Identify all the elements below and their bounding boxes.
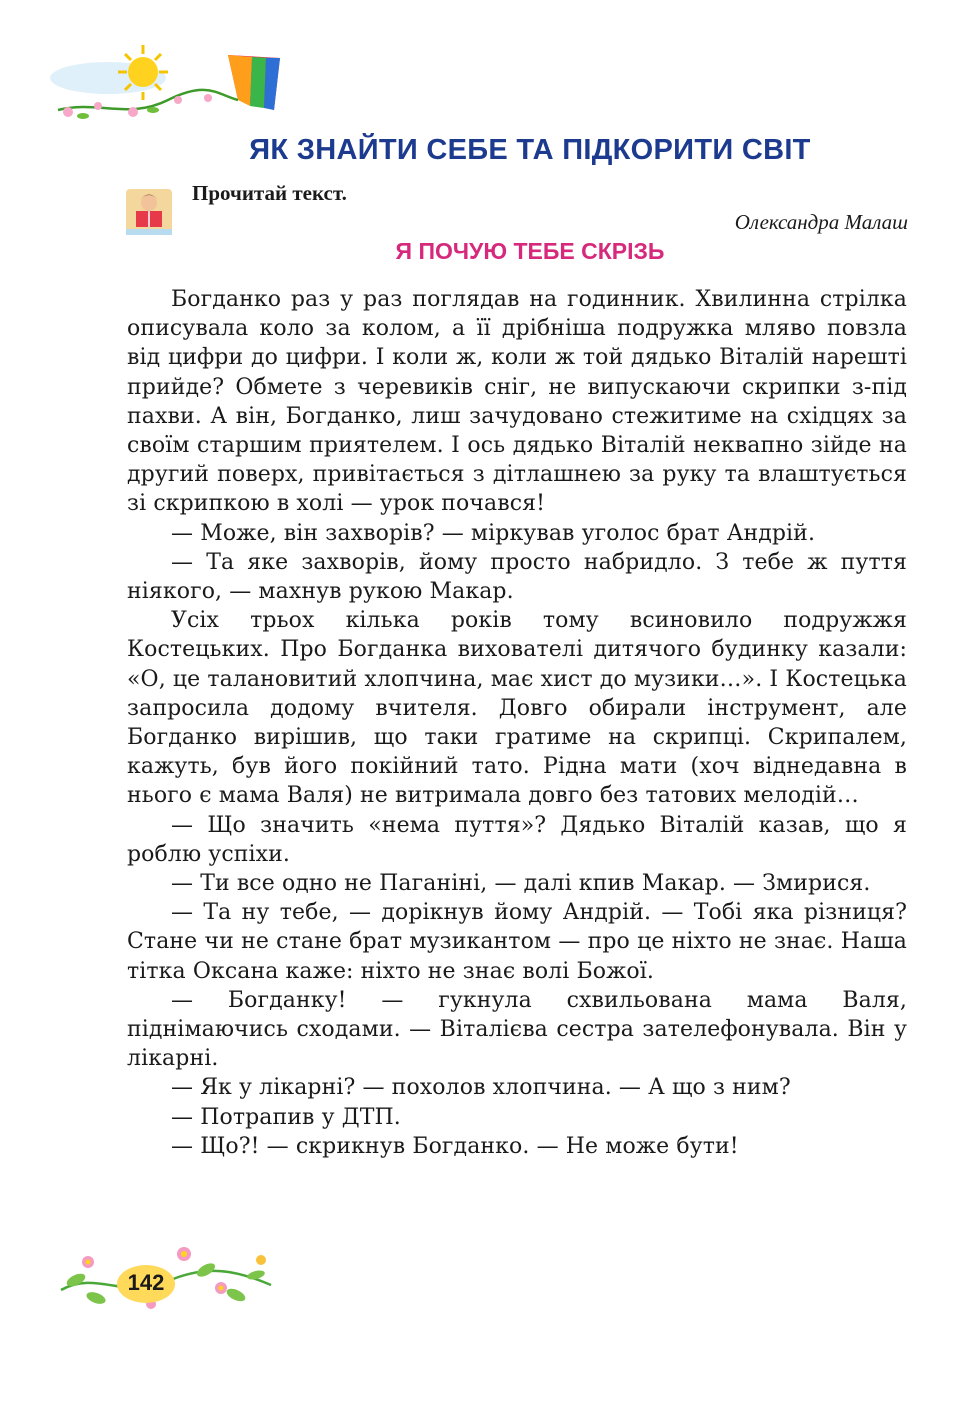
story-paragraph: — Що?! — скрикнув Богданко. — Не може бути! bbox=[171, 1133, 739, 1159]
story-author: Олександра Малаш bbox=[734, 210, 908, 234]
story-paragraph: — Як у лікарні? — похолов хлопчина. — А що з ним? bbox=[171, 1075, 791, 1101]
story-text bbox=[127, 285, 907, 1161]
page-title: ЯК ЗНАЙТИ СЕБЕ ТА ПІДКОРИТИ СВІТ bbox=[249, 134, 811, 166]
story-paragraph: — Потрапив у ДТП. bbox=[171, 1104, 401, 1130]
story-title: Я ПОЧУЮ ТЕБЕ СКРІЗЬ bbox=[395, 238, 665, 264]
story-paragraph: — Та ну тебе, — дорікнув йому Андрій. — Тобі яка різниця? Стане чи не стане брат музикантом — про це ніхто не знає. Наша тітка Оксана каже: ніхто не знає волі Божої. bbox=[127, 900, 907, 984]
story-paragraph: — Ти все одно не Паганіні, — далі кпив Макар. — Змирися. bbox=[171, 871, 871, 897]
story-paragraph: Богданко раз у раз поглядав на годинник. Хвилинна стрілка описувала коло за колом, а її дрібніша подружка мляво повзла від цифри до цифри. І коли ж, коли ж той дядько Віталій нарешті прийде? Обмете з черевиків сніг, не випускаючи скрипки з-під пахви. А він, Богданко, лиш зачудовано стежитиме на східцях за своїм старшим приятелем. І ось дядько Віталій неквапно зійде на другий поверх, привітається з дітлашнею за руку та влаштується зі скрипкою в холі — урок почався! bbox=[127, 287, 907, 517]
reading-child-icon bbox=[124, 183, 176, 237]
story-paragraph: Усіх трьох кілька років тому всиновило подружжя Костецьких. Про Богданка вихователі дитячого будинку казали: «О, це талановитий хлопчина, має хист до музики…». І Костецька запросила додому вчителя. Довго обирали інструмент, але Богданко вирішив, що таки гратиме на скрипці. Скрипалем, кажуть, був його покійний тато. Рідна мати (хоч віднедавна в нього є мама Валя) не витримала довго без татових мелодій… bbox=[127, 608, 907, 809]
sun-kite-decoration-icon bbox=[38, 40, 288, 130]
story-paragraph: — Може, він захворів? — міркував уголос брат Андрій. bbox=[171, 520, 816, 546]
story-paragraph: — Богданку! — гукнула схвильована мама Валя, піднімаючись сходами. — Віталієва сестра зателефонувала. Він у лікарні. bbox=[127, 987, 907, 1072]
story-paragraph: — Та яке захворів, йому просто набридло. З тебе ж пуття ніякого, — махнув рукою Макар. bbox=[127, 549, 907, 605]
page-number: 142 bbox=[127, 1270, 165, 1295]
story-paragraph: — Що значить «нема пуття»? Дядько Віталій казав, що я роблю успіхи. bbox=[127, 812, 907, 867]
task-instruction: Прочитай текст. bbox=[192, 181, 347, 205]
